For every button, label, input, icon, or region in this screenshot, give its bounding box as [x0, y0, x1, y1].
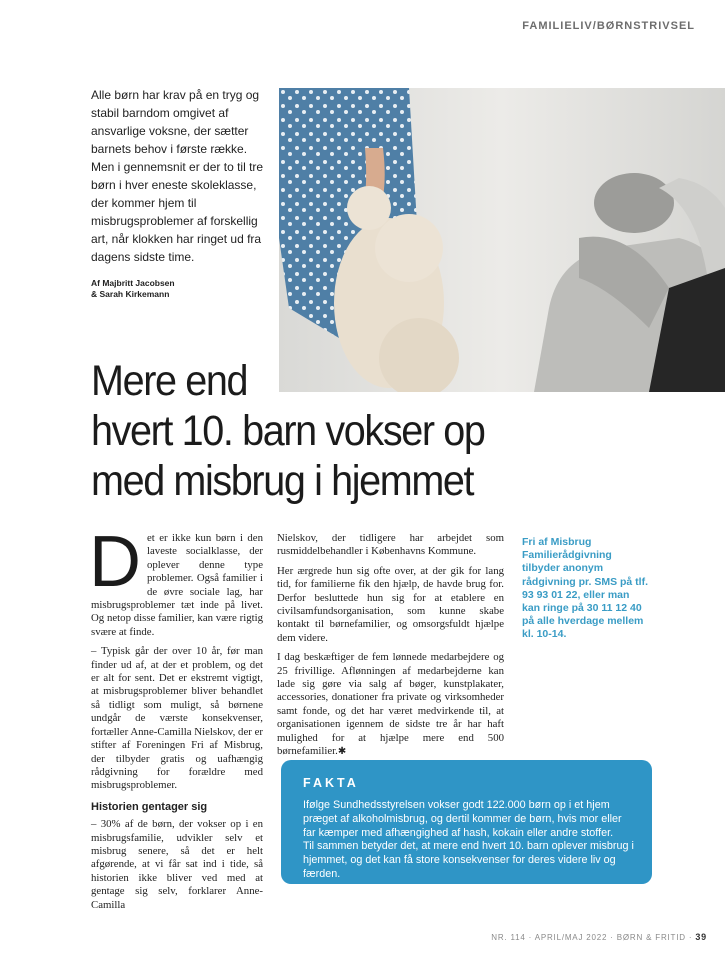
body-paragraph: – 30% af de børn, der vokser op i en misbrugsfamilie, udvikler selv et misbrug senere, så det er helt afgørende, at vi får sat ind i tide, så historien ikke bliver ved med at gentage sig selv, forklarer Anne-Camilla	[91, 818, 263, 911]
headline-line-1: Mere end	[91, 357, 248, 405]
body-paragraph: – Typisk går der over 10 år, før man finder ud af, at der et problem, og det er alt for sent. Det er ekstremt vigtigt, at misbrugsproblemer bliver behandlet så tidligt som muligt, så børnene undgår de værste konsekvenser, fortæller Anne-Camilla Nielskov, der er stifter af Foreningen Fri af Misbrug, der tilbyder gratis og uafhængig rådgivning for forældre med misbrugsproblemer.	[91, 645, 263, 792]
subheading: Historien gentager sig	[91, 800, 208, 813]
section-label: FAMILIELIV/BØRNSTRIVSEL	[522, 20, 695, 32]
footer-issue: NR. 114 · APRIL/MAJ 2022 · BØRN & FRITID ·	[491, 933, 693, 942]
article-photo	[279, 88, 725, 392]
headline-line-3: med misbrug i hjemmet	[91, 457, 474, 505]
end-mark-icon: ✱	[337, 746, 347, 758]
intro-text: Alle børn har krav på en tryg og stabil barndom omgivet af ansvarlige voksne, der sætter barnets behov i første række. Men i gennemsnit er der to til tre børn i hver eneste skoleklasse, der kommer hjem til misbrugsproblemer af forskellig art, når klokken har ringet ud fra dagens sidste time.	[91, 88, 264, 264]
body-paragraph	[277, 651, 504, 758]
body-column-2	[277, 532, 504, 765]
body-column-1	[89, 522, 263, 918]
page-footer	[491, 932, 707, 942]
body-text: et er ikke kun børn i den laveste socialklasse, der oplever denne type problemer. Også familier i de øvre sociale lag, har misbrugsproblemer tæt inde på livet. Og netop disse familier, kan være rigtig svære at finde.	[91, 532, 263, 638]
byline	[91, 278, 271, 300]
page-number: 39	[695, 932, 707, 942]
body-paragraph: Nielskov, der tidligere har arbejdet som rusmiddelbehandler i Københavns Kommune.	[277, 532, 504, 558]
body-text: I dag beskæftiger de fem lønnede medarbejdere og 25 frivillige. Aflønningen af medarbejderne kan lade sig gøre via salg af bøger, kunstplakater, accessories, donationer fra private og virksomheder samt fonde, og det har været medvirkende til, at organisationen igennem de sidste tre år har haft mulighed for at hjælpe mere end 500 børnefamilier.	[277, 651, 504, 758]
headline	[91, 356, 661, 506]
contact-sidebar: Fri af Misbrug Familierådgivning tilbyder anonym rådgivning pr. SMS på tlf. 93 93 01 22, eller man kan ringe på 30 11 12 40 på alle hverdage mellem kl. 10-14.	[522, 536, 649, 641]
byline-author-1: Af Majbritt Jacobsen	[91, 278, 175, 288]
fact-box	[281, 760, 652, 884]
fact-box-line-2: Til sammen betyder det, at mere end hvert 10. barn oplever misbrug i hjemmet, og det kan få store konsekvenser for deres videre liv og færden.	[303, 840, 634, 880]
drop-cap: D	[89, 522, 141, 602]
body-paragraph: Her ærgrede hun sig ofte over, at der gik for lang tid, for familierne fik den hjælp, de havde brug for. Derfor besluttede hun sig for at etablere en civilsamfundsorganisation, som kunne skabe kontakt til børnefamilier, og omsorgsfuldt hjælpe dem videre.	[277, 564, 504, 644]
fact-box-title: FAKTA	[303, 776, 359, 790]
headline-line-2: hvert 10. barn vokser op	[91, 407, 485, 455]
fact-box-text	[303, 799, 636, 882]
body-paragraph	[89, 522, 263, 639]
fact-box-line-1: Ifølge Sundhedsstyrelsen vokser godt 122.000 børn op i et hjem præget af alkoholmisbrug, og dertil kommer de børn, hvis mor eller far kæmper med afhængighed af hash, kokain eller andre stoffer.	[303, 799, 622, 839]
byline-author-2: & Sarah Kirkemann	[91, 289, 170, 299]
